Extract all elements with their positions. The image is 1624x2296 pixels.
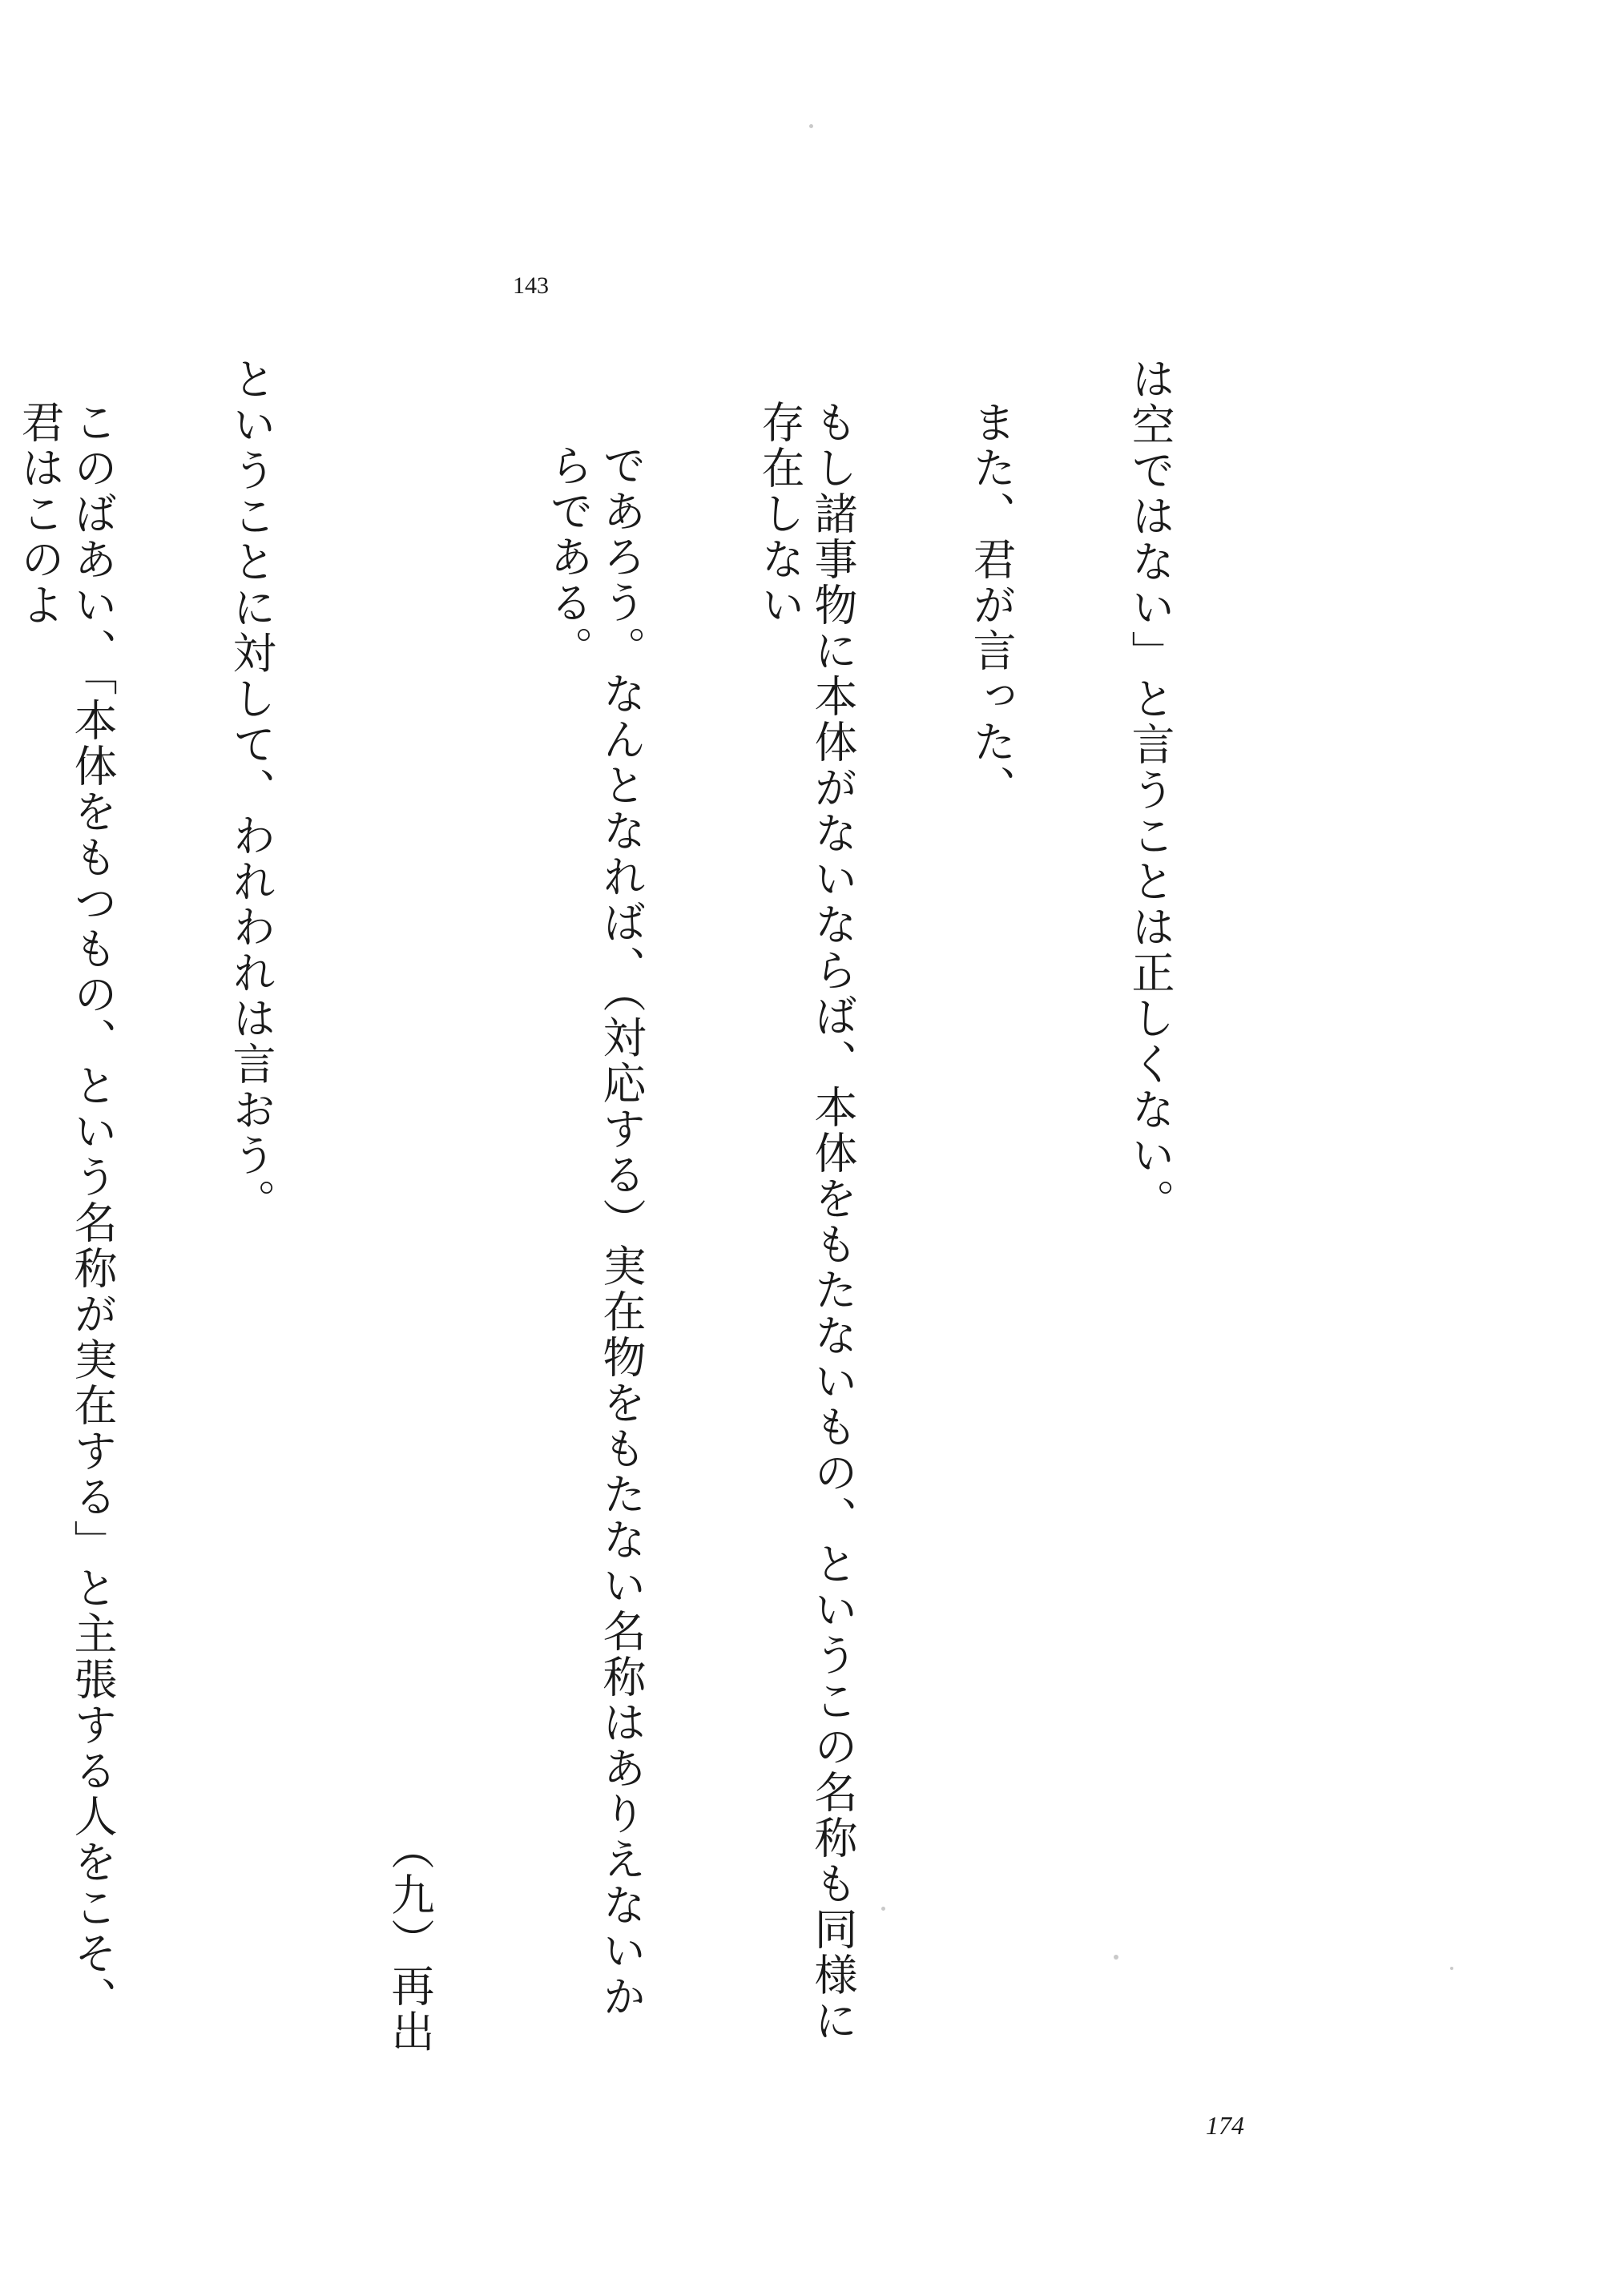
- text-line: このばあい、「本体をもつもの、という名称が実在する」と主張する人をこそ、君はこのよ: [14, 400, 118, 2022]
- scan-speck: [881, 1907, 885, 1911]
- scan-speck: [1450, 1967, 1453, 1970]
- running-page-number: 143: [513, 272, 549, 299]
- text-line: は空ではない」と言うことは正しくない。: [1125, 356, 1175, 1224]
- text-line: もし諸事物に本体がないならば、本体をもたないもの、というこの名称も同様に存在しない: [755, 400, 858, 2044]
- vertical-text-body: [14, 356, 1282, 2055]
- section-heading: （九）再出: [385, 1827, 435, 2055]
- page-number: 174: [1206, 2111, 1244, 2140]
- text-line: また、君が言った、: [966, 400, 1017, 811]
- scan-speck: [809, 124, 813, 128]
- text-line: であろう。なんとなれば、（対応する）実在物をもたない名称はありえないからである。: [543, 443, 647, 2020]
- scan-speck: [1114, 1955, 1118, 1960]
- text-line: ということに対して、われわれは言おう。: [226, 356, 276, 1224]
